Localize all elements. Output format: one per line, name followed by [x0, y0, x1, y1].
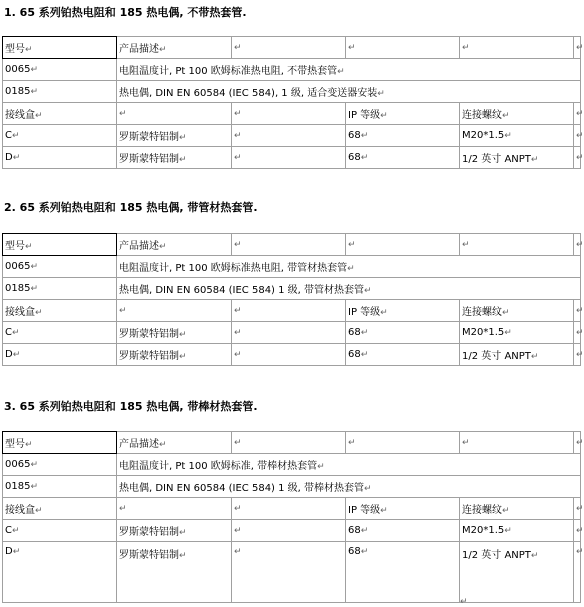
table-cell: 型号↵ — [3, 432, 117, 454]
table-cell: ↵ — [117, 300, 232, 322]
table-cell: 电阻温度计, Pt 100 欧姆标准热电阻, 不带热套管↵ — [117, 59, 581, 81]
table-cell: ↵ — [232, 344, 346, 366]
table-cell: 型号↵ — [3, 234, 117, 256]
section-1-heading: 1. 65 系列铂热电阻和 185 热电偶, 不带热套管. — [4, 6, 247, 19]
table-cell: ↵ — [117, 498, 232, 520]
table-cell: 0185↵ — [3, 476, 117, 498]
table-cell: 产品描述↵ — [117, 432, 232, 454]
table-cell: ↵ — [232, 322, 346, 344]
table-row — [3, 454, 581, 476]
table-row — [3, 300, 581, 322]
paragraph-mark: ↵ — [460, 597, 468, 607]
table-cell: ↵ — [346, 37, 460, 59]
table-cell: 68↵ — [346, 147, 460, 169]
table-cell: 68↵ — [346, 344, 460, 366]
table-cell: ↵ — [574, 520, 581, 542]
table-cell: ↵ — [232, 37, 346, 59]
table-cell: ↵ — [460, 432, 574, 454]
table-cell: D↵ — [3, 542, 117, 603]
table-cell: 电阻温度计, Pt 100 欧姆标准热电阻, 带管材热套管↵ — [117, 256, 581, 278]
table-cell: 68↵ — [346, 125, 460, 147]
table-cell: 电阻温度计, Pt 100 欧姆标准, 带棒材热套管↵ — [117, 454, 581, 476]
table-cell: ↵ — [460, 37, 574, 59]
table-row — [3, 81, 581, 103]
table-cell: M20*1.5↵ — [460, 125, 574, 147]
table-cell: ↵ — [232, 520, 346, 542]
table-row — [3, 125, 581, 147]
table-header-row — [3, 37, 581, 59]
table-cell: ↵ — [232, 125, 346, 147]
section-3-heading: 3. 65 系列铂热电阻和 185 热电偶, 带棒材热套管. — [4, 400, 258, 413]
table-row — [3, 59, 581, 81]
spec-table-2 — [2, 233, 584, 366]
table-cell: IP 等级↵ — [346, 498, 460, 520]
table-row — [3, 147, 581, 169]
table-cell: C↵ — [3, 322, 117, 344]
table-cell: 热电偶, DIN EN 60584 (IEC 584) 1 级, 带管材热套管↵ — [117, 278, 581, 300]
table-cell: 接线盒↵ — [3, 103, 117, 125]
table-cell: ↵ — [574, 432, 581, 454]
table-cell: ↵ — [574, 37, 581, 59]
table-cell: M20*1.5↵ — [460, 520, 574, 542]
table-cell: 0065↵ — [3, 454, 117, 476]
table-header-row — [3, 234, 581, 256]
table-cell: IP 等级↵ — [346, 103, 460, 125]
table-cell: 接线盒↵ — [3, 300, 117, 322]
table-cell: ↵ — [574, 125, 581, 147]
table-row — [3, 476, 581, 498]
table-cell: 罗斯蒙特铝制↵ — [117, 322, 232, 344]
table-cell: 0185↵ — [3, 278, 117, 300]
spec-table-1 — [2, 36, 584, 169]
table-cell: ↵ — [574, 542, 581, 603]
table-cell: 产品描述↵ — [117, 234, 232, 256]
table-cell: 连接螺纹↵ — [460, 300, 574, 322]
table-cell: ↵ — [574, 234, 581, 256]
table-cell: ↵ — [346, 432, 460, 454]
table-cell: 68↵ — [346, 322, 460, 344]
table-cell: 罗斯蒙特铝制↵ — [117, 344, 232, 366]
table-cell: IP 等级↵ — [346, 300, 460, 322]
table-cell: ↵ — [232, 147, 346, 169]
table-row — [3, 344, 581, 366]
table-cell: 0185↵ — [3, 81, 117, 103]
table-cell: ↵ — [232, 498, 346, 520]
table-cell: ↵ — [346, 234, 460, 256]
table-cell: ↵ — [574, 344, 581, 366]
table-cell: 罗斯蒙特铝制↵ — [117, 147, 232, 169]
table-cell: D↵ — [3, 344, 117, 366]
table-cell: C↵ — [3, 520, 117, 542]
table-row — [3, 322, 581, 344]
table-cell: 接线盒↵ — [3, 498, 117, 520]
table-cell: C↵ — [3, 125, 117, 147]
table-cell: 产品描述↵ — [117, 37, 232, 59]
table-cell: D↵ — [3, 147, 117, 169]
table-cell: M20*1.5↵ — [460, 322, 574, 344]
table-cell: 罗斯蒙特铝制↵ — [117, 542, 232, 603]
table-cell: ↵ — [232, 300, 346, 322]
table-cell: ↵ — [574, 498, 581, 520]
table-cell: ↵ — [232, 542, 346, 603]
table-row — [3, 542, 581, 603]
table-cell: ↵ — [232, 432, 346, 454]
table-cell: ↵ — [574, 300, 581, 322]
table-row — [3, 278, 581, 300]
table-cell: ↵ — [117, 103, 232, 125]
table-row — [3, 498, 581, 520]
table-row — [3, 520, 581, 542]
table-cell: 连接螺纹↵ — [460, 103, 574, 125]
table-cell: ↵ — [574, 103, 581, 125]
spec-table-3 — [2, 431, 584, 603]
table-cell: 罗斯蒙特铝制↵ — [117, 125, 232, 147]
table-cell: 1/2 英寸 ANPT↵ — [460, 344, 574, 366]
table-cell: ↵ — [460, 234, 574, 256]
table-cell: ↵ — [232, 234, 346, 256]
table-cell: 连接螺纹↵ — [460, 498, 574, 520]
table-cell: 0065↵ — [3, 59, 117, 81]
table-cell: 68↵ — [346, 542, 460, 603]
table-header-row — [3, 432, 581, 454]
table-cell: 68↵ — [346, 520, 460, 542]
table-cell: ↵ — [574, 147, 581, 169]
table-cell: 1/2 英寸 ANPT↵ — [460, 542, 574, 603]
table-row — [3, 103, 581, 125]
table-row — [3, 256, 581, 278]
table-cell: 罗斯蒙特铝制↵ — [117, 520, 232, 542]
table-cell: ↵ — [574, 322, 581, 344]
section-2-heading: 2. 65 系列铂热电阻和 185 热电偶, 带管材热套管. — [4, 201, 258, 214]
table-cell: 0065↵ — [3, 256, 117, 278]
table-cell: 型号↵ — [3, 37, 117, 59]
table-cell: 热电偶, DIN EN 60584 (IEC 584) 1 级, 带棒材热套管↵ — [117, 476, 581, 498]
table-cell: 热电偶, DIN EN 60584 (IEC 584), 1 级, 适合变送器安装↵ — [117, 81, 581, 103]
table-cell: 1/2 英寸 ANPT↵ — [460, 147, 574, 169]
table-cell: ↵ — [232, 103, 346, 125]
